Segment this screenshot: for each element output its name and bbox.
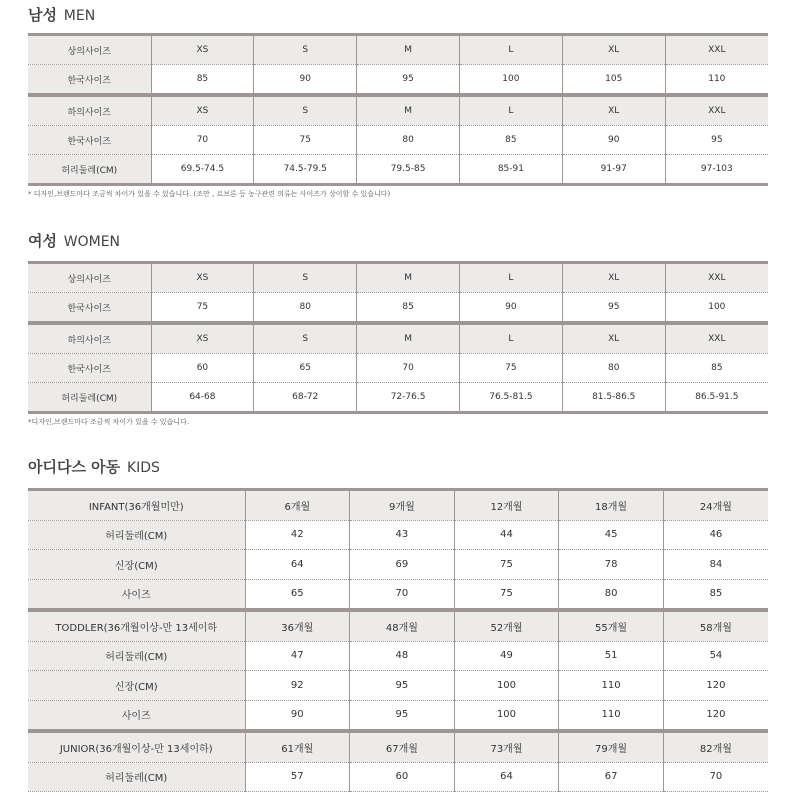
kids-infant-age-row: [28, 490, 768, 521]
kids-infant-waist: 46: [663, 520, 768, 550]
women-bottom-size: XXL: [665, 323, 768, 354]
women-bottom-kr: 70: [357, 354, 460, 383]
women-bottom-size: M: [357, 323, 460, 354]
kids-infant-size: 75: [454, 579, 559, 610]
kids-infant-label: INFANT(36개월미만): [28, 490, 245, 521]
kids-junior-age: 73개월: [454, 731, 559, 762]
kids-infant-waist: 45: [559, 520, 664, 550]
women-top-size: L: [459, 263, 562, 293]
women-bottom-kr-row: [28, 354, 768, 383]
kids-junior-label: JUNIOR(36개월이상-만 13세이하): [28, 731, 245, 762]
kids-junior-age: 61개월: [245, 731, 350, 762]
men-waist: 69.5-74.5: [151, 155, 254, 185]
women-bottom-kr: 60: [151, 354, 254, 383]
kids-toddler-waist: 51: [559, 641, 664, 671]
kids-infant-height: 75: [454, 550, 559, 580]
kids-toddler-height-label: 신장(CM): [28, 671, 245, 701]
kids-toddler-size: 95: [350, 700, 455, 731]
men-top-kr-row: [28, 65, 768, 96]
men-top-size: M: [357, 35, 460, 65]
kids-infant-age: 12개월: [454, 490, 559, 521]
kids-infant-size: 70: [350, 579, 455, 610]
kids-junior-waist: 64: [454, 762, 559, 792]
men-top-size: XXL: [665, 35, 768, 65]
women-bottom-kr: 75: [459, 354, 562, 383]
kids-infant-waist: 43: [350, 520, 455, 550]
women-top-kr: 95: [562, 293, 665, 324]
men-top-kr-label: 한국사이즈: [28, 65, 151, 96]
men-bottom-size: XXL: [665, 95, 768, 126]
women-bottom-kr: 80: [562, 354, 665, 383]
men-bottom-kr: 95: [665, 126, 768, 155]
men-bottom-kr-label: 한국사이즈: [28, 126, 151, 155]
men-title-en: MEN: [63, 8, 96, 24]
kids-junior-waist-label: 허리둘레(CM): [28, 762, 245, 792]
men-bottom-size: XS: [151, 95, 254, 126]
women-bottom-size: L: [459, 323, 562, 354]
kids-infant-waist-label: 허리둘레(CM): [28, 520, 245, 550]
women-top-kr: 90: [459, 293, 562, 324]
kids-toddler-size-row: [28, 700, 768, 731]
men-bottom-kr: 85: [459, 126, 562, 155]
men-top-kr: 85: [151, 65, 254, 96]
kids-infant-waist: 44: [454, 520, 559, 550]
men-top-size: L: [459, 35, 562, 65]
kids-toddler-age: 48개월: [350, 610, 455, 641]
men-waist: 85-91: [459, 155, 562, 185]
kids-toddler-age: 52개월: [454, 610, 559, 641]
women-top-kr: 75: [151, 293, 254, 324]
women-size-table: [28, 261, 768, 414]
women-bottom-kr-label: 한국사이즈: [28, 354, 151, 383]
women-waist-label: 허리둘레(CM): [28, 383, 151, 413]
men-title-ko: 남성: [28, 6, 57, 24]
kids-infant-waist-row: [28, 520, 768, 550]
kids-toddler-height: 110: [559, 671, 664, 701]
kids-toddler-age: 36개월: [245, 610, 350, 641]
women-top-kr: 85: [357, 293, 460, 324]
kids-infant-height: 69: [350, 550, 455, 580]
kids-size-table: [28, 488, 768, 792]
kids-title-ko: 아디다스 아동: [28, 458, 121, 476]
men-size-table: [28, 33, 768, 186]
women-bottom-size: XS: [151, 323, 254, 354]
kids-toddler-size: 90: [245, 700, 350, 731]
men-top-kr: 105: [562, 65, 665, 96]
women-note: *디자인,브랜드마다 조금씩 차이가 있을 수 있습니다.: [28, 418, 190, 426]
kids-toddler-waist: 54: [663, 641, 768, 671]
kids-infant-age: 18개월: [559, 490, 664, 521]
women-waist: 86.5-91.5: [665, 383, 768, 413]
women-top-kr: 80: [254, 293, 357, 324]
kids-section-title: [28, 456, 160, 477]
women-top-size: S: [254, 263, 357, 293]
women-top-kr-label: 한국사이즈: [28, 293, 151, 324]
kids-infant-age: 9개월: [350, 490, 455, 521]
men-waist: 97-103: [665, 155, 768, 185]
women-top-kr-row: [28, 293, 768, 324]
kids-infant-height: 78: [559, 550, 664, 580]
women-section-title: [28, 230, 120, 251]
kids-toddler-age: 55개월: [559, 610, 664, 641]
kids-junior-age-row: [28, 731, 768, 762]
men-bottom-kr: 70: [151, 126, 254, 155]
women-bottom-label: 하의사이즈: [28, 323, 151, 354]
kids-junior-waist-row: [28, 762, 768, 792]
kids-infant-waist: 42: [245, 520, 350, 550]
women-waist: 64-68: [151, 383, 254, 413]
kids-toddler-height: 95: [350, 671, 455, 701]
kids-junior-age: 82개월: [663, 731, 768, 762]
women-bottom-kr: 65: [254, 354, 357, 383]
men-bottom-kr: 90: [562, 126, 665, 155]
kids-toddler-height-row: [28, 671, 768, 701]
men-waist: 79.5-85: [357, 155, 460, 185]
men-top-size-row: [28, 35, 768, 65]
kids-toddler-waist: 48: [350, 641, 455, 671]
kids-infant-height: 64: [245, 550, 350, 580]
kids-junior-age: 79개월: [559, 731, 664, 762]
women-top-label: 상의사이즈: [28, 263, 151, 293]
kids-infant-size: 65: [245, 579, 350, 610]
women-bottom-size: XL: [562, 323, 665, 354]
women-top-kr: 100: [665, 293, 768, 324]
kids-infant-height: 84: [663, 550, 768, 580]
men-bottom-kr: 75: [254, 126, 357, 155]
kids-junior-waist: 57: [245, 762, 350, 792]
men-waist-label: 허리둘레(CM): [28, 155, 151, 185]
kids-infant-height-row: [28, 550, 768, 580]
women-title-ko: 여성: [28, 232, 57, 250]
kids-toddler-age: 58개월: [663, 610, 768, 641]
kids-toddler-height: 100: [454, 671, 559, 701]
kids-junior-waist: 70: [663, 762, 768, 792]
men-bottom-size: XL: [562, 95, 665, 126]
men-waist: 74.5-79.5: [254, 155, 357, 185]
women-title-en: WOMEN: [63, 234, 121, 250]
kids-toddler-label: TODDLER(36개월이상-만 13세이하: [28, 610, 245, 641]
kids-infant-size-row: [28, 579, 768, 610]
kids-toddler-age-row: [28, 610, 768, 641]
men-top-size: XL: [562, 35, 665, 65]
women-top-size: XL: [562, 263, 665, 293]
women-waist: 76.5-81.5: [459, 383, 562, 413]
men-bottom-label: 하의사이즈: [28, 95, 151, 126]
women-waist: 72-76.5: [357, 383, 460, 413]
men-top-size: XS: [151, 35, 254, 65]
kids-toddler-waist-label: 허리둘레(CM): [28, 641, 245, 671]
kids-infant-age: 6개월: [245, 490, 350, 521]
women-bottom-size-row: [28, 323, 768, 354]
men-bottom-size-row: [28, 95, 768, 126]
women-bottom-kr: 85: [665, 354, 768, 383]
kids-toddler-height: 120: [663, 671, 768, 701]
kids-toddler-size-label: 사이즈: [28, 700, 245, 731]
women-waist-row: [28, 383, 768, 413]
kids-infant-height-label: 신장(CM): [28, 550, 245, 580]
kids-toddler-waist-row: [28, 641, 768, 671]
kids-toddler-waist: 47: [245, 641, 350, 671]
men-bottom-size: L: [459, 95, 562, 126]
men-top-kr: 90: [254, 65, 357, 96]
kids-toddler-size: 100: [454, 700, 559, 731]
kids-title-en: KIDS: [126, 460, 160, 476]
kids-toddler-size: 110: [559, 700, 664, 731]
kids-infant-size: 80: [559, 579, 664, 610]
men-top-kr: 95: [357, 65, 460, 96]
men-top-kr: 110: [665, 65, 768, 96]
men-note: * 디자인,브랜드마다 조금씩 차이가 있을 수 있습니다. (조만 , 르브론 등 농구관련 의류는 사이즈가 상이할 수 있습니다): [28, 190, 391, 198]
kids-infant-size-label: 사이즈: [28, 579, 245, 610]
men-waist-row: [28, 155, 768, 185]
women-top-size: XXL: [665, 263, 768, 293]
men-top-size: S: [254, 35, 357, 65]
men-top-kr: 100: [459, 65, 562, 96]
kids-toddler-height: 92: [245, 671, 350, 701]
men-top-label: 상의사이즈: [28, 35, 151, 65]
kids-junior-age: 67개월: [350, 731, 455, 762]
men-bottom-kr-row: [28, 126, 768, 155]
women-top-size: M: [357, 263, 460, 293]
women-waist: 81.5-86.5: [562, 383, 665, 413]
men-bottom-size: S: [254, 95, 357, 126]
women-top-size: XS: [151, 263, 254, 293]
kids-junior-waist: 60: [350, 762, 455, 792]
men-waist: 91-97: [562, 155, 665, 185]
kids-toddler-size: 120: [663, 700, 768, 731]
men-section-title: [28, 4, 95, 25]
women-top-size-row: [28, 263, 768, 293]
kids-junior-waist: 67: [559, 762, 664, 792]
kids-infant-age: 24개월: [663, 490, 768, 521]
men-bottom-kr: 80: [357, 126, 460, 155]
kids-toddler-waist: 49: [454, 641, 559, 671]
men-bottom-size: M: [357, 95, 460, 126]
kids-infant-size: 85: [663, 579, 768, 610]
women-waist: 68-72: [254, 383, 357, 413]
women-bottom-size: S: [254, 323, 357, 354]
